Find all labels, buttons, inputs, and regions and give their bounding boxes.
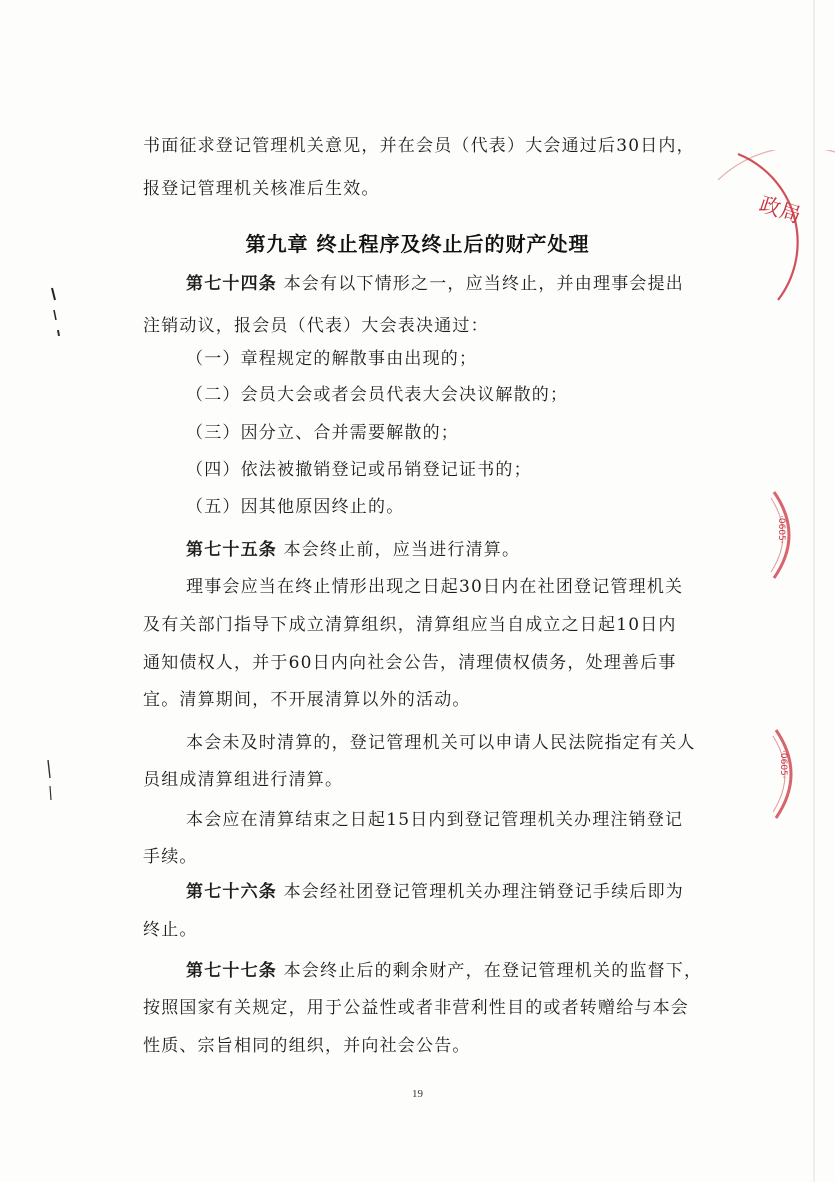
article-76-line — [186, 880, 684, 904]
article-77-text: 本会终止后的剩余财产，在登记管理机关的监督下， — [277, 961, 703, 981]
text-line: 书面征求登记管理机关意见，并在会员（代表）大会通过后30日内， — [143, 136, 695, 156]
text-line: 本会未及时清算的，登记管理机关可以申请人民法院指定有关人 — [186, 733, 696, 753]
article-74-line — [186, 272, 684, 296]
text-line: 宜。清算期间，不开展清算以外的活动。 — [143, 690, 471, 710]
list-item: （三）因分立、合并需要解散的； — [186, 423, 459, 443]
text-line: 及有关部门指导下成立清算组织，清算组应当自成立之日起10日内 — [143, 615, 677, 635]
article-77-title: 第七十七条 — [186, 961, 277, 981]
article-75-text: 本会终止前，应当进行清算。 — [277, 540, 521, 560]
text-line: 报登记管理机关核准后生效。 — [143, 179, 380, 199]
list-item: （二）会员大会或者会员代表大会决议解散的； — [186, 385, 569, 405]
seal-fragment-text: ·0605· — [776, 515, 786, 544]
seal-fragment-icon — [772, 728, 802, 820]
text-line: 性质、宗旨相同的组织，并向社会公告。 — [143, 1036, 471, 1056]
article-76-title: 第七十六条 — [186, 882, 277, 902]
page-number: 19 — [412, 1088, 423, 1100]
seal-fragment-icon — [770, 490, 800, 580]
list-item: （四）依法被撤销登记或吊销登记证书的； — [186, 460, 532, 480]
list-item: （五）因其他原因终止的。 — [186, 497, 405, 517]
article-75-title: 第七十五条 — [186, 540, 277, 560]
text-line: 注销动议，报会员（代表）大会表决通过： — [143, 316, 489, 336]
article-75-line — [186, 538, 520, 562]
text-line: 按照国家有关规定，用于公益性或者非营利性目的或者转赠给与本会 — [143, 998, 689, 1018]
seal-stamp-icon — [718, 150, 835, 320]
text-line: 理事会应当在终止情形出现之日起30日内在社团登记管理机关 — [186, 577, 684, 597]
text-line: 本会应在清算结束之日起15日内到登记管理机关办理注销登记 — [186, 810, 684, 830]
chapter-heading: 第九章 终止程序及终止后的财产处理 — [245, 232, 590, 256]
list-item: （一）章程规定的解散事由出现的； — [186, 349, 478, 369]
text-line: 终止。 — [143, 920, 198, 940]
article-74-text: 本会有以下情形之一，应当终止，并由理事会提出 — [277, 274, 685, 294]
article-74-title: 第七十四条 — [186, 274, 277, 294]
article-76-text: 本会经社团登记管理机关办理注销登记手续后即为 — [277, 882, 685, 902]
binding-marks-icon — [40, 280, 70, 820]
seal-fragment-text: ·0605· — [778, 750, 788, 779]
text-line: 手续。 — [143, 847, 198, 867]
text-line: 通知债权人，并于60日内向社会公告，清理债权债务，处理善后事 — [143, 653, 677, 673]
seal-text: 政局 — [756, 191, 804, 228]
article-77-line — [186, 959, 702, 983]
scan-edge — [813, 0, 815, 1182]
text-line: 员组成清算组进行清算。 — [143, 770, 344, 790]
